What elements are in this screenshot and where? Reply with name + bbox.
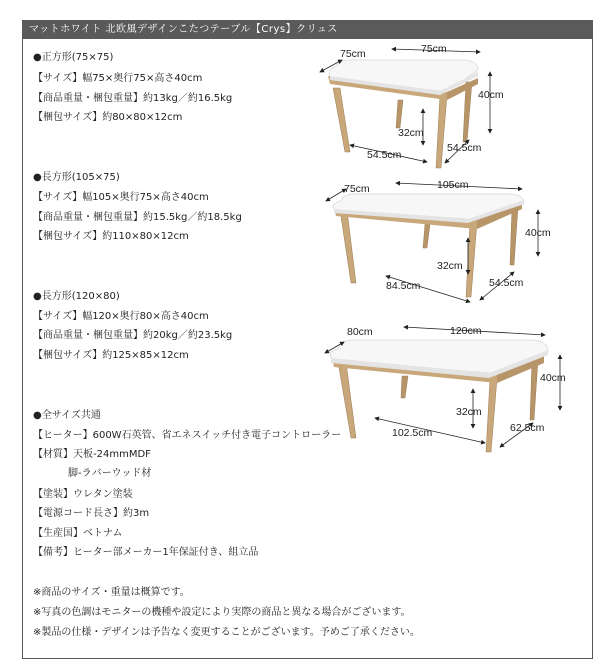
spec-weight: 【商品重量・梱包重量】約15.5kg／約18.5kg	[33, 212, 242, 223]
dim-inner-width-label: 102.5cm	[392, 427, 433, 439]
common-heading: ●全サイズ共通	[33, 410, 101, 421]
dim-height-label: 40cm	[478, 89, 504, 101]
spec-material-legs: 脚-ラバーウッド材	[68, 468, 152, 479]
section-heading: ●正方形(75×75)	[33, 52, 114, 63]
spec-origin: 【生産国】ベトナム	[33, 528, 123, 539]
spec-size: 【サイズ】幅75×奥行75×高さ40cm	[33, 73, 203, 84]
dim-height-label: 40cm	[525, 227, 551, 239]
note-spec: ※製品の仕様・デザインは予告なく変更することがございます。予めご了承ください。	[33, 627, 420, 638]
dim-inner-depth-label: 54.5cm	[447, 142, 482, 154]
dim-width-label: 105cm	[437, 179, 469, 191]
spec-cord: 【電源コード長さ】約3m	[33, 508, 150, 519]
spec-size: 【サイズ】幅120×奥行80×高さ40cm	[33, 311, 209, 322]
dim-leg-label: 32cm	[456, 406, 482, 418]
dim-inner-depth-label: 54.5cm	[489, 277, 524, 289]
dim-depth-label: 75cm	[344, 183, 370, 195]
dim-leg-label: 32cm	[398, 127, 424, 139]
note-size: ※商品のサイズ・重量は概算です。	[33, 587, 190, 598]
dim-inner-width-label: 54.5cm	[367, 149, 402, 161]
spec-package: 【梱包サイズ】約125×85×12cm	[33, 350, 189, 361]
section-heading: ●長方形(120×80)	[33, 291, 120, 302]
spec-package: 【梱包サイズ】約80×80×12cm	[33, 112, 183, 123]
note-color: ※写真の色調はモニターの機種や設定により実際の商品と異なる場合がございます。	[33, 607, 411, 618]
spec-finish: 【塗装】ウレタン塗装	[33, 489, 133, 500]
spec-package: 【梱包サイズ】約110×80×12cm	[33, 231, 189, 242]
spec-size: 【サイズ】幅105×奥行75×高さ40cm	[33, 192, 209, 203]
spec-weight: 【商品重量・梱包重量】約20kg／約23.5kg	[33, 330, 233, 341]
spec-weight: 【商品重量・梱包重量】約13kg／約16.5kg	[33, 93, 233, 104]
dim-width-label: 120cm	[450, 325, 482, 337]
spec-heater: 【ヒーター】600W石英管、省エネスイッチ付き電子コントローラー	[33, 430, 342, 441]
dim-width-label: 75cm	[421, 43, 447, 55]
spec-note: 【備考】ヒーター部メーカー1年保証付き、組立品	[33, 547, 259, 558]
dim-height-label: 40cm	[540, 372, 566, 384]
dim-leg-label: 32cm	[437, 260, 463, 272]
spec-material: 【材質】天板-24mmMDF	[33, 449, 151, 460]
dim-inner-depth-label: 62.5cm	[510, 422, 545, 434]
dim-depth-label: 75cm	[340, 48, 366, 60]
dim-depth-label: 80cm	[347, 326, 373, 338]
page-title: マットホワイト 北欧風デザインこたつテーブル【Crys】クリュス	[22, 20, 593, 39]
section-heading: ●長方形(105×75)	[33, 172, 120, 183]
dim-inner-width-label: 84.5cm	[386, 280, 421, 292]
